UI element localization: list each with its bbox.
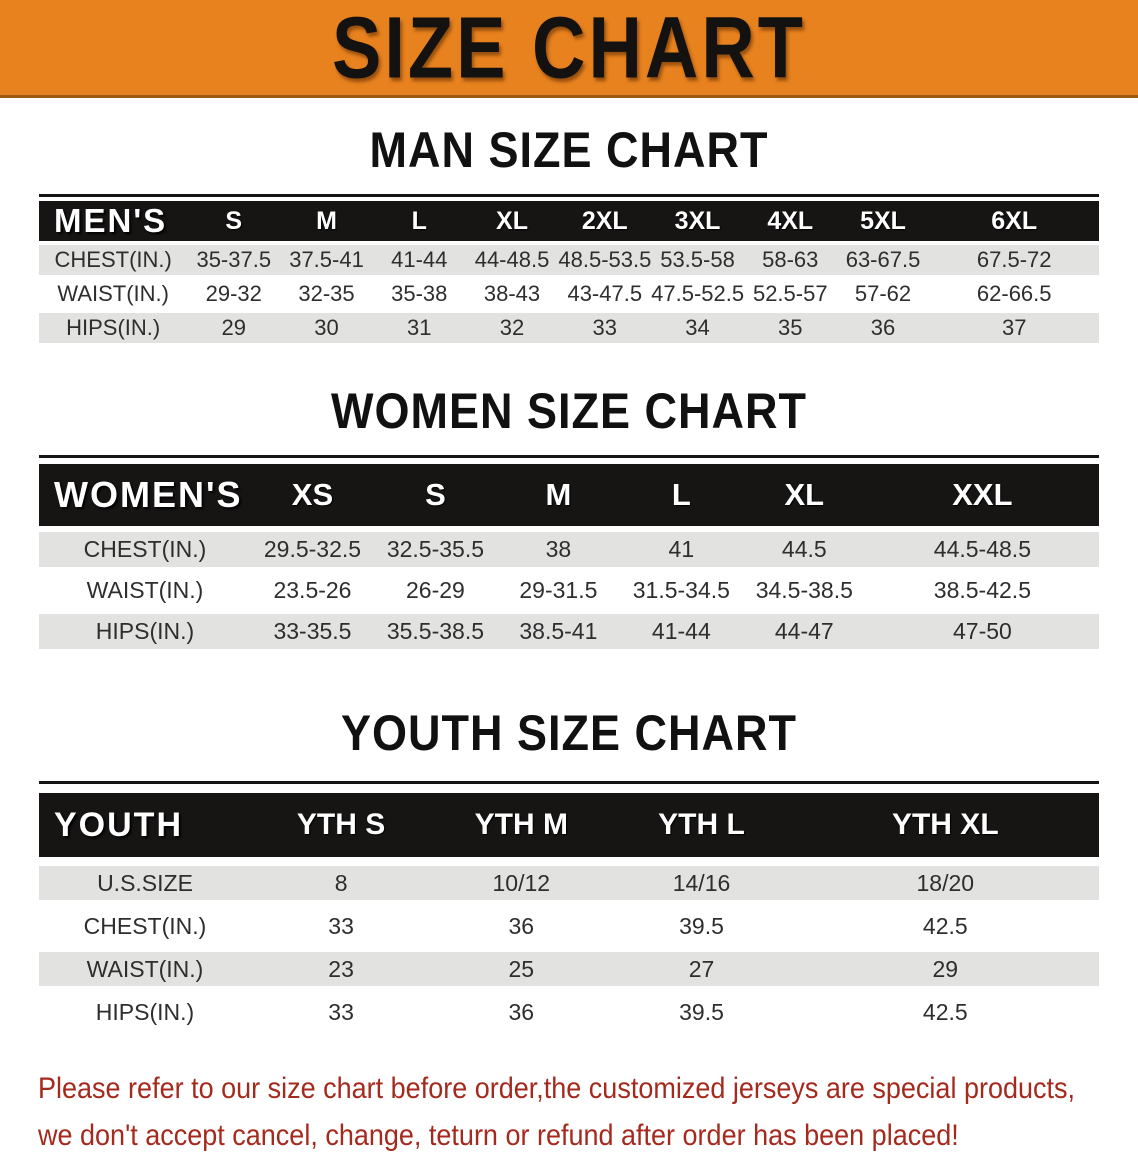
size-value-cell: 48.5-53.5 — [558, 245, 651, 275]
size-value-cell: 39.5 — [611, 909, 791, 943]
measurement-label: WAIST(IN.) — [39, 279, 187, 309]
banner-title: SIZE CHART — [332, 0, 806, 98]
group-label: MEN'S — [39, 201, 187, 241]
size-value-cell: 33 — [558, 313, 651, 343]
size-value-cell: 63-67.5 — [837, 245, 930, 275]
size-value-cell: 32-35 — [280, 279, 373, 309]
size-column-header: 3XL — [651, 201, 744, 241]
size-value-cell: 44-48.5 — [466, 245, 559, 275]
banner — [0, 0, 1138, 98]
size-value-cell: 33 — [251, 995, 431, 1029]
measurement-label: WAIST(IN.) — [39, 573, 251, 608]
size-value-cell: 31.5-34.5 — [620, 573, 743, 608]
measurement-label: WAIST(IN.) — [39, 952, 251, 986]
measurement-label: CHEST(IN.) — [39, 909, 251, 943]
size-value-cell: 29.5-32.5 — [251, 532, 374, 567]
measurement-label: U.S.SIZE — [39, 866, 251, 900]
size-header-row — [39, 793, 1099, 857]
size-column-header: 6XL — [929, 201, 1099, 241]
size-column-header: XL — [743, 464, 866, 526]
table-row — [39, 866, 1099, 900]
size-value-cell: 44.5-48.5 — [866, 532, 1099, 567]
youth-section-heading: YOUTH SIZE CHART — [0, 704, 1138, 762]
women-section-heading: WOMEN SIZE CHART — [0, 382, 1138, 440]
size-value-cell: 38.5-41 — [497, 614, 620, 649]
size-value-cell: 27 — [611, 952, 791, 986]
size-value-cell: 34 — [651, 313, 744, 343]
size-value-cell: 18/20 — [792, 866, 1099, 900]
men-section-heading: MAN SIZE CHART — [0, 121, 1138, 179]
size-column-header: 4XL — [744, 201, 837, 241]
size-column-header: 2XL — [558, 201, 651, 241]
youth-size-section — [0, 707, 1138, 1038]
size-value-cell: 29-32 — [187, 279, 280, 309]
size-column-header: YTH XL — [792, 793, 1099, 857]
size-column-header: L — [373, 201, 466, 241]
table-row — [39, 995, 1099, 1029]
size-value-cell: 67.5-72 — [929, 245, 1099, 275]
table-row — [39, 313, 1099, 343]
women-size-table — [39, 455, 1099, 655]
table-row — [39, 245, 1099, 275]
footer-disclaimer — [38, 1066, 1100, 1159]
size-value-cell: 47-50 — [866, 614, 1099, 649]
size-value-cell: 32 — [466, 313, 559, 343]
size-value-cell: 44.5 — [743, 532, 866, 567]
measurement-label: HIPS(IN.) — [39, 614, 251, 649]
size-value-cell: 31 — [373, 313, 466, 343]
size-value-cell: 23.5-26 — [251, 573, 374, 608]
table-row — [39, 279, 1099, 309]
group-label: WOMEN'S — [39, 464, 251, 526]
size-value-cell: 36 — [431, 995, 611, 1029]
size-value-cell: 42.5 — [792, 909, 1099, 943]
size-value-cell: 32.5-35.5 — [374, 532, 497, 567]
size-value-cell: 41-44 — [620, 614, 743, 649]
size-value-cell: 47.5-52.5 — [651, 279, 744, 309]
measurement-label: HIPS(IN.) — [39, 995, 251, 1029]
size-value-cell: 29 — [792, 952, 1099, 986]
size-value-cell: 38.5-42.5 — [866, 573, 1099, 608]
table-row — [39, 952, 1099, 986]
table-row — [39, 532, 1099, 567]
men-size-table — [39, 194, 1099, 347]
size-value-cell: 25 — [431, 952, 611, 986]
size-column-header: 5XL — [837, 201, 930, 241]
size-value-cell: 10/12 — [431, 866, 611, 900]
size-value-cell: 42.5 — [792, 995, 1099, 1029]
size-header-row — [39, 464, 1099, 526]
size-value-cell: 37 — [929, 313, 1099, 343]
size-value-cell: 43-47.5 — [558, 279, 651, 309]
measurement-label: CHEST(IN.) — [39, 245, 187, 275]
size-value-cell: 57-62 — [837, 279, 930, 309]
size-value-cell: 62-66.5 — [929, 279, 1099, 309]
table-row — [39, 614, 1099, 649]
size-value-cell: 36 — [837, 313, 930, 343]
size-value-cell: 52.5-57 — [744, 279, 837, 309]
size-column-header: M — [280, 201, 373, 241]
size-column-header: L — [620, 464, 743, 526]
size-value-cell: 35-37.5 — [187, 245, 280, 275]
size-value-cell: 33-35.5 — [251, 614, 374, 649]
size-column-header: S — [374, 464, 497, 526]
size-value-cell: 35-38 — [373, 279, 466, 309]
size-column-header: XL — [466, 201, 559, 241]
size-value-cell: 33 — [251, 909, 431, 943]
size-value-cell: 58-63 — [744, 245, 837, 275]
size-header-row — [39, 201, 1099, 241]
size-value-cell: 35 — [744, 313, 837, 343]
size-column-header: YTH L — [611, 793, 791, 857]
size-value-cell: 38-43 — [466, 279, 559, 309]
men-size-section — [0, 124, 1138, 347]
size-value-cell: 30 — [280, 313, 373, 343]
size-value-cell: 14/16 — [611, 866, 791, 900]
size-value-cell: 41-44 — [373, 245, 466, 275]
size-value-cell: 29-31.5 — [497, 573, 620, 608]
size-value-cell: 39.5 — [611, 995, 791, 1029]
youth-size-table — [39, 781, 1099, 1038]
footer-disclaimer-line-2: we don't accept cancel, change, teturn or refund after order has been placed! — [38, 1113, 994, 1159]
size-column-header: XS — [251, 464, 374, 526]
size-value-cell: 8 — [251, 866, 431, 900]
group-label: YOUTH — [39, 793, 251, 857]
size-value-cell: 37.5-41 — [280, 245, 373, 275]
size-value-cell: 34.5-38.5 — [743, 573, 866, 608]
size-value-cell: 53.5-58 — [651, 245, 744, 275]
size-value-cell: 29 — [187, 313, 280, 343]
size-value-cell: 36 — [431, 909, 611, 943]
table-row — [39, 909, 1099, 943]
size-value-cell: 35.5-38.5 — [374, 614, 497, 649]
size-value-cell: 44-47 — [743, 614, 866, 649]
size-column-header: XXL — [866, 464, 1099, 526]
size-value-cell: 23 — [251, 952, 431, 986]
table-row — [39, 573, 1099, 608]
size-column-header: YTH S — [251, 793, 431, 857]
size-column-header: S — [187, 201, 280, 241]
size-column-header: M — [497, 464, 620, 526]
women-size-section — [0, 385, 1138, 655]
size-value-cell: 26-29 — [374, 573, 497, 608]
size-column-header: YTH M — [431, 793, 611, 857]
measurement-label: HIPS(IN.) — [39, 313, 187, 343]
footer-disclaimer-line-1: Please refer to our size chart before order,the customized jerseys are special products, — [38, 1066, 994, 1113]
size-value-cell: 41 — [620, 532, 743, 567]
measurement-label: CHEST(IN.) — [39, 532, 251, 567]
size-value-cell: 38 — [497, 532, 620, 567]
